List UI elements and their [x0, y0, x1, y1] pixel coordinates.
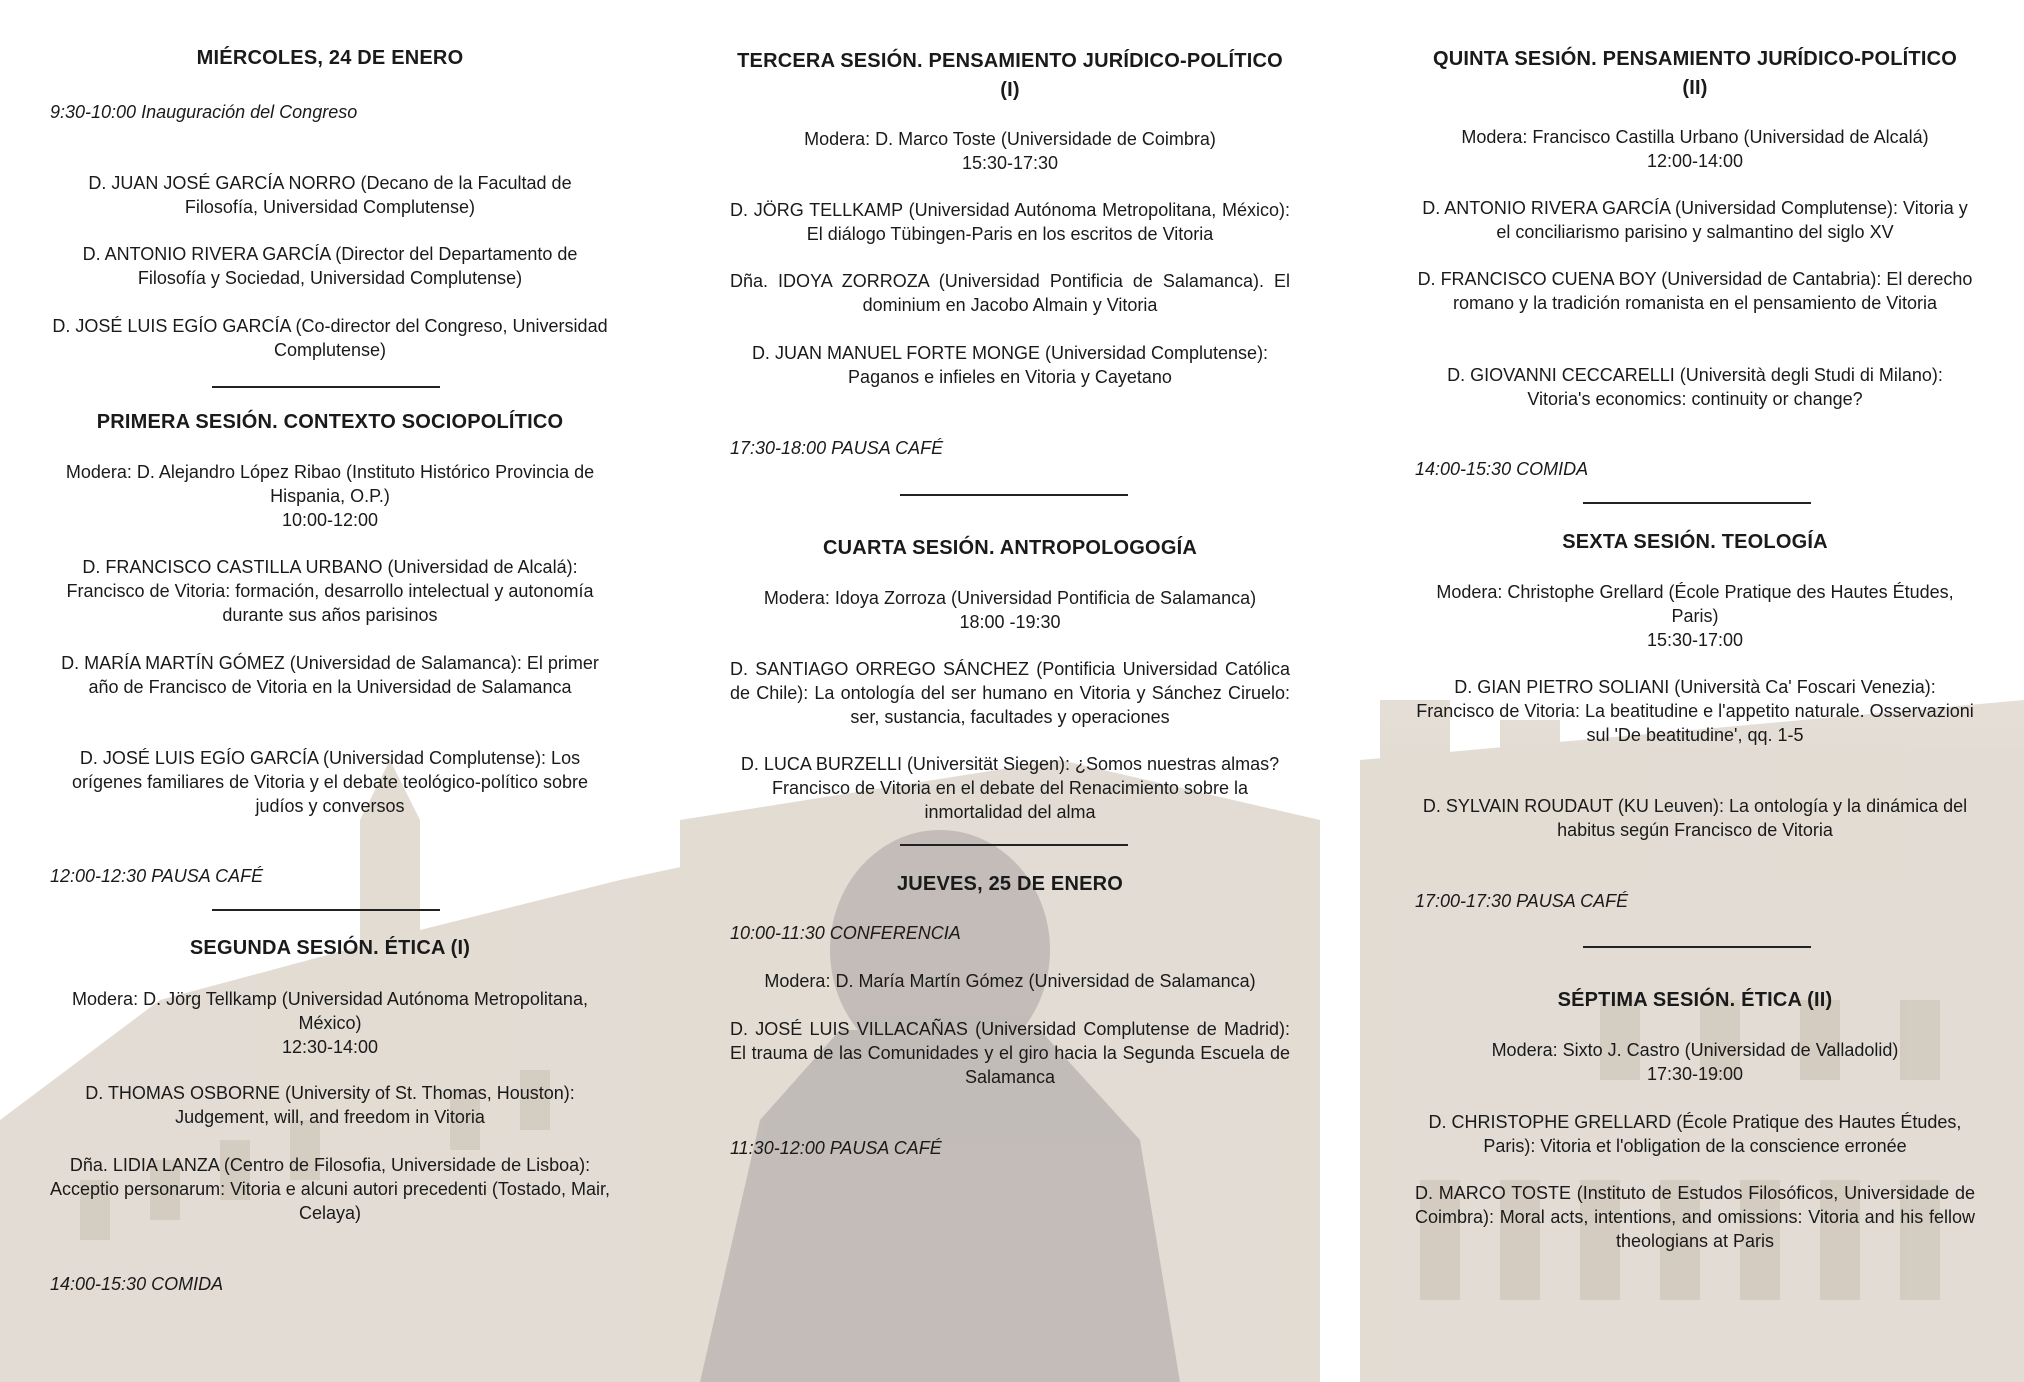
- session-time: 15:30-17:30: [961, 153, 1059, 173]
- talk: D. GIOVANNI CECCARELLI (Università degli Studi di Milano): Vitoria's economics: continuity or change?: [1447, 365, 1943, 409]
- talk: D. MARÍA MARTÍN GÓMEZ (Universidad de Salamanca): El primer año de Francisco de Vitoria en la Universidad de Salamanca: [61, 653, 599, 697]
- session-title: PRIMERA SESIÓN. CONTEXTO SOCIOPOLÍTICO: [96, 411, 564, 433]
- talk: D. JÖRG TELLKAMP (Universidad Autónoma Metropolitana, México): El diálogo Tübingen-Paris en los escritos de Vitoria: [730, 200, 1290, 244]
- divider: [212, 386, 440, 388]
- talk: D. THOMAS OSBORNE (University of St. Thomas, Houston): Judgement, will, and freedom in Vitoria: [85, 1083, 575, 1127]
- divider: [1583, 946, 1811, 948]
- conference-talk: D. JOSÉ LUIS VILLACAÑAS (Universidad Complutense de Madrid): El trauma de las Comunidades y el giro hacia la Segunda Escuela de Salamanca: [730, 1019, 1290, 1087]
- session-moderator: Modera: Sixto J. Castro (Universidad de Valladolid): [1491, 1040, 1899, 1060]
- opening-speaker: D. ANTONIO RIVERA GARCÍA (Director del Departamento de Filosofía y Sociedad, Universidad Complutense): [82, 244, 578, 288]
- session-title: TERCERA SESIÓN. PENSAMIENTO JURÍDICO-POLÍTICO: [737, 50, 1283, 72]
- opening-time: 9:30-10:00 Inauguración del Congreso: [50, 102, 358, 122]
- talk: D. JUAN MANUEL FORTE MONGE (Universidad Complutense): Paganos e infieles en Vitoria y Cayetano: [751, 343, 1269, 387]
- opening-speaker: D. JUAN JOSÉ GARCÍA NORRO (Decano de la Facultad de Filosofía, Universidad Complutense): [88, 173, 572, 217]
- talk: D. MARCO TOSTE (Instituto de Estudos Filosóficos, Universidade de Coimbra): Moral acts, intentions, and omissions: Vitoria and his fellow theologians at Paris: [1415, 1183, 1975, 1251]
- divider: [212, 909, 440, 911]
- day-heading: MIÉRCOLES, 24 DE ENERO: [196, 47, 464, 69]
- break-time: 17:00-17:30 PAUSA CAFÉ: [1415, 891, 1629, 911]
- session-moderator: Modera: D. Alejandro López Ribao (Instituto Histórico Provincia de Hispania, O.P.): [65, 462, 595, 506]
- session-time: 10:00-12:00: [281, 510, 379, 530]
- talk: Dña. LIDIA LANZA (Centro de Filosofia, Universidade de Lisboa): Acceptio personarum: Vitoria e alcuni autori precedenti (Tostado, Mair, Celaya): [50, 1155, 610, 1223]
- talk: D. SYLVAIN ROUDAUT (KU Leuven): La ontología y la dinámica del habitus según Francisco de Vitoria: [1422, 796, 1968, 840]
- conference-moderator: Modera: D. María Martín Gómez (Universidad de Salamanca): [764, 971, 1256, 991]
- session-title: SEXTA SESIÓN. TEOLOGÍA: [1562, 531, 1828, 553]
- talk: D. JOSÉ LUIS EGÍO GARCÍA (Universidad Complutense): Los orígenes familiares de Vitoria y el debate teológico-político sobre judíos y conversos: [72, 748, 588, 816]
- session-title: CUARTA SESIÓN. ANTROPOLOGOGÍA: [823, 537, 1197, 559]
- break-time: 12:00-12:30 PAUSA CAFÉ: [50, 866, 264, 886]
- session-time: 17:30-19:00: [1646, 1064, 1744, 1084]
- session-title: SÉPTIMA SESIÓN. ÉTICA (II): [1557, 989, 1833, 1011]
- conference-time: 10:00-11:30 CONFERENCIA: [730, 923, 961, 943]
- break-time: 11:30-12:00 PAUSA CAFÉ: [730, 1138, 942, 1158]
- talk: D. FRANCISCO CUENA BOY (Universidad de Cantabria): El derecho romano y la tradición romanista en el pensamiento de Vitoria: [1417, 269, 1973, 313]
- talk: D. FRANCISCO CASTILLA URBANO (Universidad de Alcalá): Francisco de Vitoria: formación, desarrollo intelectual y autonomía durante sus años parisinos: [66, 557, 594, 625]
- day-heading: JUEVES, 25 DE ENERO: [896, 873, 1124, 895]
- session-time: 12:00-14:00: [1646, 151, 1744, 171]
- session-time: 15:30-17:00: [1646, 630, 1744, 650]
- talk: Dña. IDOYA ZORROZA (Universidad Pontificia de Salamanca). El dominium en Jacobo Almain y Vitoria: [730, 271, 1290, 315]
- lunch-time: 14:00-15:30 COMIDA: [1415, 459, 1589, 479]
- session-title-suffix: (I): [1000, 79, 1020, 101]
- session-time: 12:30-14:00: [281, 1037, 379, 1057]
- talk: D. SANTIAGO ORREGO SÁNCHEZ (Pontificia Universidad Católica de Chile): La ontología del ser humano en Vitoria y Sánchez Ciruelo: ser, sustancia, facultades y operaciones: [730, 659, 1290, 727]
- divider: [900, 844, 1128, 846]
- session-moderator: Modera: D. Jörg Tellkamp (Universidad Autónoma Metropolitana, México): [72, 989, 588, 1033]
- session-moderator: Modera: D. Marco Toste (Universidade de Coimbra): [804, 129, 1216, 149]
- talk: D. LUCA BURZELLI (Universität Siegen): ¿Somos nuestras almas? Francisco de Vitoria en el debate del Renacimiento sobre la inmortalidad del alma: [740, 754, 1280, 822]
- session-title: SEGUNDA SESIÓN. ÉTICA (I): [189, 937, 471, 959]
- lunch-time: 14:00-15:30 COMIDA: [50, 1274, 224, 1294]
- break-time: 17:30-18:00 PAUSA CAFÉ: [730, 438, 944, 458]
- talk: D. CHRISTOPHE GRELLARD (École Pratique des Hautes Études, Paris): Vitoria et l'obligation de la conscience erronée: [1428, 1112, 1962, 1156]
- talk: D. GIAN PIETRO SOLIANI (Università Ca' Foscari Venezia): Francisco de Vitoria: La beatitudine e l'appetito naturale. Osservazioni sul 'De beatitudine', qq. 1-5: [1416, 677, 1974, 745]
- session-title: QUINTA SESIÓN. PENSAMIENTO JURÍDICO-POLÍTICO: [1432, 48, 1958, 70]
- talk: D. ANTONIO RIVERA GARCÍA (Universidad Complutense): Vitoria y el conciliarismo parisino y salmantino del siglo XV: [1422, 198, 1968, 242]
- session-time: 18:00 -19:30: [959, 612, 1061, 632]
- opening-speaker: D. JOSÉ LUIS EGÍO GARCÍA (Co-director del Congreso, Universidad Complutense): [52, 316, 608, 360]
- session-moderator: Modera: Christophe Grellard (École Pratique des Hautes Études, Paris): [1436, 582, 1954, 626]
- session-moderator: Modera: Idoya Zorroza (Universidad Pontificia de Salamanca): [763, 588, 1257, 608]
- session-moderator: Modera: Francisco Castilla Urbano (Universidad de Alcalá): [1461, 127, 1929, 147]
- session-title-suffix: (II): [1682, 77, 1708, 99]
- divider: [1583, 502, 1811, 504]
- divider: [900, 494, 1128, 496]
